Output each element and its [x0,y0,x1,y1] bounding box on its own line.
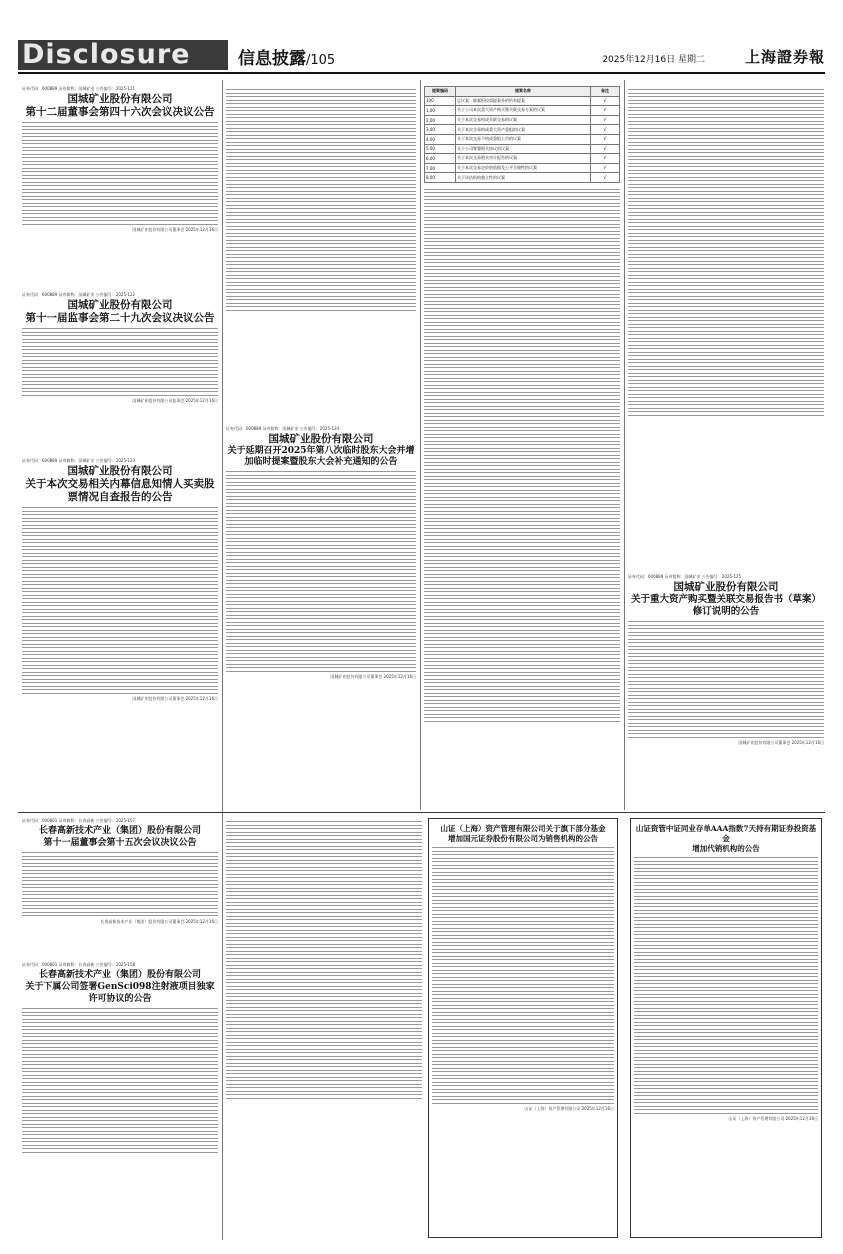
table-cell: √ [591,125,620,135]
table-cell: 3.00 [425,125,456,135]
article-title: 关于本次交易相关内幕信息知情人买卖股票情况自查报告的公告 [25,478,215,503]
article-code: 证券代码：600889 证券简称：国城矿业 公告编号：2025-125 [628,574,742,579]
table-row [425,96,620,106]
article-code: 证券代码：600889 证券简称：国城矿业 公告编号：2025-124 [226,426,340,431]
article-signature: 国城矿业股份有限公司董事会 2025年12月16日 [132,696,218,701]
body-text [22,122,218,225]
body-text [424,189,620,722]
masthead-bar [18,40,825,70]
article-title: 关于延期召开2025年第八次临时股东大会并增加临时提案暨股东大会补充通知的公告 [227,446,415,467]
newspaper-name: 上海證券報 [744,48,825,66]
table-cell: 2.00 [425,115,456,125]
table-cell: √ [591,173,620,183]
table-row [425,173,620,183]
article-notice [22,962,218,1242]
article-signature: 国城矿业股份有限公司董事会 2025年12月16日 [738,740,824,745]
article-title: 第十一届监事会第二十九次会议决议公告 [25,312,215,324]
table-row [425,154,620,164]
table-cell: 关于公司本次重大资产购买暨关联交易方案的议案 [456,106,591,116]
table-cell: 5.00 [425,144,456,154]
table-cell: √ [591,154,620,164]
table-cell: 6.00 [425,154,456,164]
body-text [628,89,824,416]
table-cell: 4.00 [425,134,456,144]
body-text [628,621,824,738]
boxed-notice [630,818,822,1238]
article-company: 长春高新技术产业（集团）股份有限公司 [38,826,201,836]
article-signature: 国城矿业股份有限公司董事会 2025年12月16日 [132,227,218,232]
article-company: 山证（上海）资产管理有限公司关于旗下部分基金 [440,824,606,833]
article-company: 国城矿业股份有限公司 [67,465,173,477]
article-code: 证券代码：600889 证券简称：国城矿业 公告编号：2025-122 [22,292,136,297]
article-company: 山证资管中证同业存单AAA指数7天持有期证券投资基金 [635,824,817,843]
body-text-column [226,86,416,421]
article-company: 国城矿业股份有限公司 [673,581,779,593]
proposal-table-block [424,86,620,806]
table-cell: 7.00 [425,163,456,173]
article-title: 关于下属公司签署GenSci098注射液项目独家许可协议的公告 [25,982,215,1004]
table-header: 提案编码 [425,87,456,97]
table-row [425,134,620,144]
table-cell: √ [591,106,620,116]
body-text [22,852,218,916]
body-text [22,507,218,694]
article-company: 国城矿业股份有限公司 [67,299,173,311]
table-cell: 8.00 [425,173,456,183]
article-code: 证券代码：000661 证券简称：长春高新 公告编号：2025-158 [22,962,136,967]
table-cell: 关于本次交易相关审计报告的议案 [456,154,591,164]
table-row [425,144,620,154]
article-notice [22,458,218,808]
table-row [425,106,620,116]
body-text [432,847,614,1104]
article-title: 第十二届董事会第四十六次会议决议公告 [25,106,215,118]
article-signature: 长春高新技术产业（集团）股份有限公司董事会 2025年12月16日 [100,918,218,924]
body-text-column [628,86,824,566]
proposal-table [424,86,620,183]
article-company: 长春高新技术产业（集团）股份有限公司 [38,970,201,980]
table-cell: 1.00 [425,106,456,116]
table-cell: 关于本次交易构成重大资产重组的议案 [456,125,591,135]
table-row [425,125,620,135]
body-text [226,471,416,672]
table-cell: 关于本次交易不构成重组上市的议案 [456,134,591,144]
article-code: 证券代码：600889 证券简称：国城矿业 公告编号：2025-123 [22,458,136,463]
body-text [226,89,416,311]
table-cell: √ [591,163,620,173]
table-cell: 关于公司签署相关协议的议案 [456,144,591,154]
article-company: 国城矿业股份有限公司 [268,433,374,445]
table-row [425,163,620,173]
table-cell: √ [591,115,620,125]
table-cell: 总议案：除累积投票提案外的所有提案 [456,96,591,106]
article-signature: 山证（上海）资产管理有限公司 2025年12月16日 [524,1106,614,1111]
article-company: 国城矿业股份有限公司 [67,93,173,105]
article-notice [628,574,824,808]
article-signature: 国城矿业股份有限公司董事会 2025年12月16日 [330,674,416,679]
section-name: 信息披露 [238,49,306,69]
article-signature: 山证（上海）资产管理有限公司 2025年12月16日 [728,1116,818,1121]
table-cell: 100 [425,96,456,106]
body-text-column [226,818,422,1238]
section-divider [18,812,825,813]
body-text [22,328,218,396]
column-divider [420,80,421,810]
boxed-notice [428,818,618,1238]
body-text [226,821,422,1099]
body-text [634,857,818,1114]
page-number: /105 [306,53,336,68]
article-notice [22,86,218,286]
column-divider [624,80,625,810]
article-notice [22,818,218,958]
header-rule [18,72,825,74]
column-divider [222,80,223,1240]
table-header: 提案名称 [456,87,591,97]
body-text [22,1008,218,1153]
table-cell: 关于本次交易定价的依据及公平合理性的议案 [456,163,591,173]
article-notice [22,292,218,452]
table-cell: √ [591,96,620,106]
table-header: 备注 [591,87,620,97]
article-title: 关于重大资产购买暨关联交易报告书（草案）修订说明的公告 [630,594,821,617]
section-title [238,44,335,69]
masthead-title: Disclosure [18,40,228,70]
article-code: 证券代码：600889 证券简称：国城矿业 公告编号：2025-121 [22,86,136,91]
table-cell: 关于评估机构独立性的议案 [456,173,591,183]
article-signature: 国城矿业股份有限公司监事会 2025年12月16日 [132,398,218,403]
issue-date: 2025年12月16日 星期二 [602,55,705,65]
table-row [425,115,620,125]
table-cell: √ [591,144,620,154]
table-header-row [425,87,620,97]
article-title: 增加代销机构的公告 [692,844,760,853]
article-title: 第十一届董事会第十五次会议决议公告 [43,838,197,848]
table-cell: 关于本次交易构成关联交易的议案 [456,115,591,125]
article-code: 证券代码：000661 证券简称：长春高新 公告编号：2025-157 [22,818,136,823]
article-notice [226,426,416,806]
table-cell: √ [591,134,620,144]
article-title: 增加国元证券股份有限公司为销售机构的公告 [448,834,598,843]
